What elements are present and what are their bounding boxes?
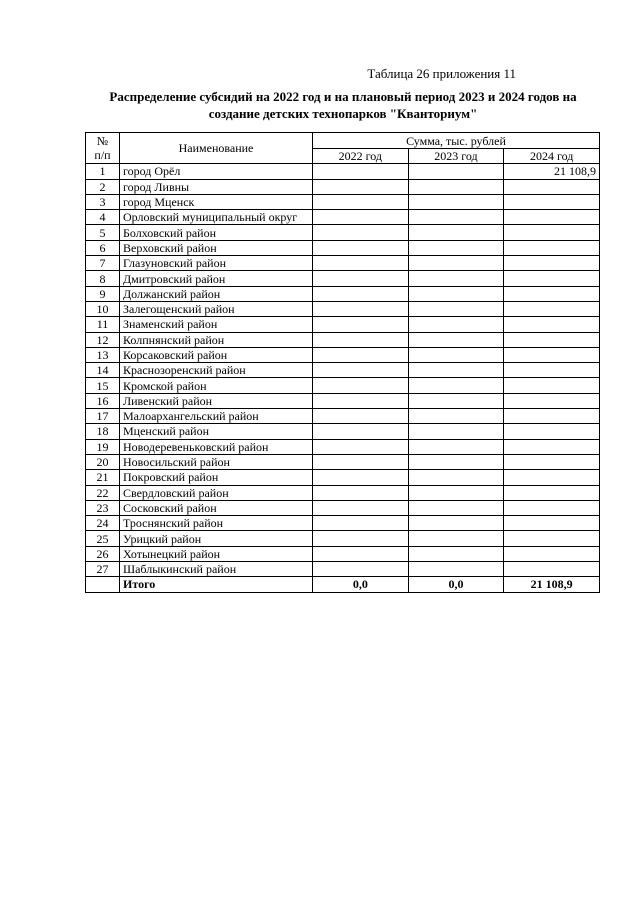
row-name: Малоархангельский район xyxy=(120,409,313,424)
title-line-2: создание детских технопарков "Кванториум" xyxy=(208,106,478,121)
table-row xyxy=(86,378,600,393)
row-value-2022 xyxy=(313,179,409,194)
row-value-2022 xyxy=(313,439,409,454)
table-row xyxy=(86,516,600,531)
row-value-2022 xyxy=(313,500,409,515)
row-value-2024 xyxy=(504,531,600,546)
table-row xyxy=(86,240,600,255)
table-caption: Таблица 26 приложения 11 xyxy=(367,66,516,81)
row-number: 3 xyxy=(86,194,120,209)
row-value-2022 xyxy=(313,317,409,332)
row-value-2024 xyxy=(504,485,600,500)
row-number: 27 xyxy=(86,562,120,577)
subsidy-table xyxy=(85,132,600,593)
row-name: Свердловский район xyxy=(120,485,313,500)
header-year-2022: 2022 год xyxy=(313,149,409,164)
row-number: 20 xyxy=(86,454,120,469)
row-number: 26 xyxy=(86,546,120,561)
row-value-2023 xyxy=(408,378,504,393)
header-row-1 xyxy=(86,133,600,149)
row-value-2022 xyxy=(313,562,409,577)
header-number-line-2: п/п xyxy=(94,148,111,163)
row-value-2024 xyxy=(504,562,600,577)
row-name: Мценский район xyxy=(120,424,313,439)
row-name: город Ливны xyxy=(120,179,313,194)
row-value-2022 xyxy=(313,164,409,179)
row-number: 4 xyxy=(86,210,120,225)
title-line-1: Распределение субсидий на 2022 год и на плановый период 2023 и 2024 годов на xyxy=(109,89,577,104)
row-name: Глазуновский район xyxy=(120,256,313,271)
total-label: Итого xyxy=(120,577,313,592)
table-row xyxy=(86,256,600,271)
row-number: 21 xyxy=(86,470,120,485)
row-value-2023 xyxy=(408,485,504,500)
row-number: 1 xyxy=(86,164,120,179)
table-row xyxy=(86,179,600,194)
row-name: Должанский район xyxy=(120,286,313,301)
row-value-2024 xyxy=(504,301,600,316)
table-row xyxy=(86,301,600,316)
row-value-2023 xyxy=(408,210,504,225)
row-value-2024 xyxy=(504,470,600,485)
row-number: 9 xyxy=(86,286,120,301)
table-row xyxy=(86,164,600,179)
row-value-2023 xyxy=(408,179,504,194)
row-value-2022 xyxy=(313,485,409,500)
row-value-2023 xyxy=(408,516,504,531)
row-value-2024 xyxy=(504,194,600,209)
table-row xyxy=(86,424,600,439)
table-row xyxy=(86,470,600,485)
row-name: город Орёл xyxy=(120,164,313,179)
row-value-2023 xyxy=(408,347,504,362)
total-number xyxy=(86,577,120,592)
row-number: 11 xyxy=(86,317,120,332)
row-value-2022 xyxy=(313,393,409,408)
table-row xyxy=(86,363,600,378)
row-number: 16 xyxy=(86,393,120,408)
row-name: Троснянский район xyxy=(120,516,313,531)
row-value-2023 xyxy=(408,256,504,271)
row-value-2022 xyxy=(313,286,409,301)
row-value-2022 xyxy=(313,546,409,561)
row-value-2023 xyxy=(408,500,504,515)
row-value-2023 xyxy=(408,332,504,347)
row-value-2024 xyxy=(504,454,600,469)
row-number: 25 xyxy=(86,531,120,546)
row-value-2024 xyxy=(504,500,600,515)
row-number: 6 xyxy=(86,240,120,255)
row-name: Урицкий район xyxy=(120,531,313,546)
row-value-2022 xyxy=(313,256,409,271)
row-value-2024 xyxy=(504,516,600,531)
row-number: 7 xyxy=(86,256,120,271)
row-number: 15 xyxy=(86,378,120,393)
row-value-2024 xyxy=(504,546,600,561)
row-name: город Мценск xyxy=(120,194,313,209)
row-value-2023 xyxy=(408,562,504,577)
total-2024: 21 108,9 xyxy=(504,577,600,592)
table-row xyxy=(86,393,600,408)
row-value-2024 xyxy=(504,439,600,454)
header-sum: Сумма, тыс. рублей xyxy=(313,133,600,149)
document-title xyxy=(86,88,600,122)
row-name: Покровский район xyxy=(120,470,313,485)
row-name: Новодеревеньковский район xyxy=(120,439,313,454)
row-name: Шаблыкинский район xyxy=(120,562,313,577)
row-value-2024 xyxy=(504,286,600,301)
row-value-2024: 21 108,9 xyxy=(504,164,600,179)
row-value-2023 xyxy=(408,164,504,179)
row-value-2024 xyxy=(504,240,600,255)
row-value-2023 xyxy=(408,454,504,469)
row-value-2023 xyxy=(408,240,504,255)
row-value-2022 xyxy=(313,424,409,439)
row-name: Корсаковский район xyxy=(120,347,313,362)
header-number xyxy=(86,133,120,164)
table-row xyxy=(86,286,600,301)
row-value-2022 xyxy=(313,363,409,378)
row-value-2023 xyxy=(408,409,504,424)
row-value-2024 xyxy=(504,393,600,408)
row-value-2023 xyxy=(408,286,504,301)
row-number: 12 xyxy=(86,332,120,347)
row-value-2023 xyxy=(408,470,504,485)
table-row xyxy=(86,347,600,362)
row-value-2024 xyxy=(504,225,600,240)
total-2022: 0,0 xyxy=(313,577,409,592)
row-name: Орловский муниципальный округ xyxy=(120,210,313,225)
row-value-2023 xyxy=(408,317,504,332)
row-value-2024 xyxy=(504,363,600,378)
row-value-2024 xyxy=(504,409,600,424)
row-name: Кромской район xyxy=(120,378,313,393)
row-name: Ливенский район xyxy=(120,393,313,408)
row-value-2024 xyxy=(504,378,600,393)
row-name: Дмитровский район xyxy=(120,271,313,286)
row-value-2023 xyxy=(408,271,504,286)
table-row xyxy=(86,317,600,332)
row-name: Болховский район xyxy=(120,225,313,240)
table-row xyxy=(86,485,600,500)
row-number: 10 xyxy=(86,301,120,316)
row-value-2023 xyxy=(408,225,504,240)
row-number: 5 xyxy=(86,225,120,240)
header-year-2023: 2023 год xyxy=(408,149,504,164)
row-name: Хотынецкий район xyxy=(120,546,313,561)
header-number-line-1: № xyxy=(96,134,109,149)
row-value-2022 xyxy=(313,470,409,485)
row-value-2022 xyxy=(313,301,409,316)
row-name: Колпнянский район xyxy=(120,332,313,347)
row-value-2023 xyxy=(408,439,504,454)
row-number: 23 xyxy=(86,500,120,515)
row-value-2024 xyxy=(504,347,600,362)
table-row xyxy=(86,271,600,286)
row-value-2023 xyxy=(408,424,504,439)
row-value-2024 xyxy=(504,210,600,225)
table-row xyxy=(86,409,600,424)
row-number: 17 xyxy=(86,409,120,424)
table-row xyxy=(86,562,600,577)
row-value-2023 xyxy=(408,363,504,378)
row-number: 13 xyxy=(86,347,120,362)
header-year-2024: 2024 год xyxy=(504,149,600,164)
table-row xyxy=(86,546,600,561)
total-row xyxy=(86,577,600,592)
table-row xyxy=(86,531,600,546)
table-row xyxy=(86,194,600,209)
row-name: Сосковский район xyxy=(120,500,313,515)
row-value-2022 xyxy=(313,225,409,240)
row-name: Новосильский район xyxy=(120,454,313,469)
row-value-2022 xyxy=(313,516,409,531)
row-value-2024 xyxy=(504,332,600,347)
row-value-2022 xyxy=(313,347,409,362)
row-value-2023 xyxy=(408,194,504,209)
row-value-2022 xyxy=(313,531,409,546)
row-number: 19 xyxy=(86,439,120,454)
row-name: Верховский район xyxy=(120,240,313,255)
row-value-2024 xyxy=(504,317,600,332)
table-body xyxy=(86,164,600,577)
row-value-2022 xyxy=(313,454,409,469)
total-2023: 0,0 xyxy=(408,577,504,592)
row-value-2023 xyxy=(408,546,504,561)
row-number: 24 xyxy=(86,516,120,531)
table-row xyxy=(86,439,600,454)
row-value-2022 xyxy=(313,271,409,286)
row-value-2022 xyxy=(313,210,409,225)
table-row xyxy=(86,225,600,240)
row-number: 14 xyxy=(86,363,120,378)
row-value-2023 xyxy=(408,393,504,408)
row-value-2024 xyxy=(504,271,600,286)
row-value-2023 xyxy=(408,301,504,316)
header-name: Наименование xyxy=(120,133,313,164)
row-name: Залегощенский район xyxy=(120,301,313,316)
row-value-2022 xyxy=(313,378,409,393)
row-value-2022 xyxy=(313,240,409,255)
row-name: Краснозоренский район xyxy=(120,363,313,378)
table-row xyxy=(86,454,600,469)
row-number: 8 xyxy=(86,271,120,286)
table-row xyxy=(86,500,600,515)
table-row xyxy=(86,210,600,225)
row-value-2024 xyxy=(504,424,600,439)
row-value-2022 xyxy=(313,409,409,424)
row-number: 22 xyxy=(86,485,120,500)
row-value-2022 xyxy=(313,332,409,347)
row-value-2024 xyxy=(504,179,600,194)
row-value-2022 xyxy=(313,194,409,209)
row-name: Знаменский район xyxy=(120,317,313,332)
row-value-2023 xyxy=(408,531,504,546)
row-number: 2 xyxy=(86,179,120,194)
row-number: 18 xyxy=(86,424,120,439)
table-row xyxy=(86,332,600,347)
row-value-2024 xyxy=(504,256,600,271)
